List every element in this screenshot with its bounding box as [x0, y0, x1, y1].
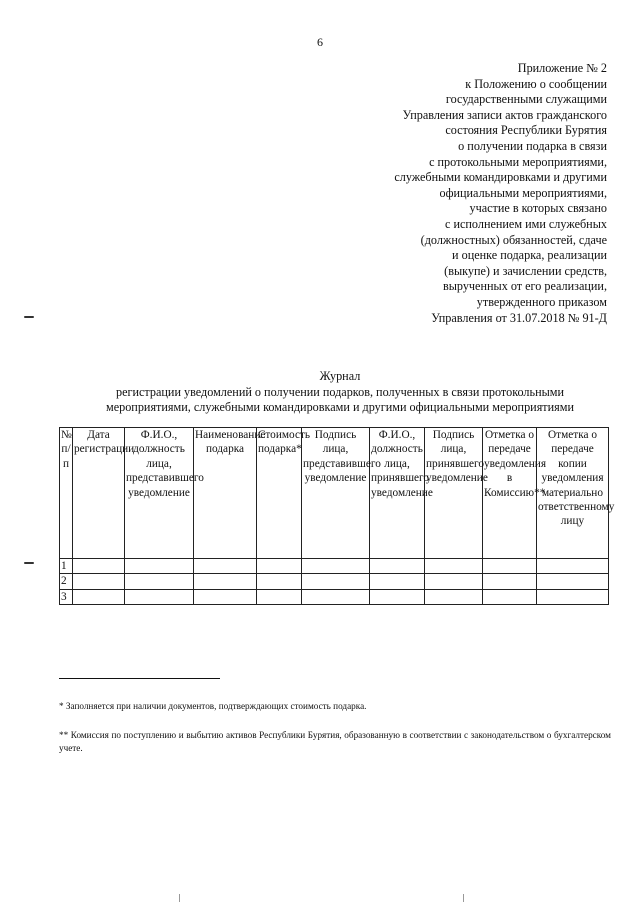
appendix-line: Управления от 31.07.2018 № 91-Д	[431, 310, 607, 325]
col-header-receiver-signature: Подпись лица, принявшего уведомление	[425, 428, 483, 559]
table-cell	[537, 589, 609, 604]
table-cell: 2	[60, 574, 73, 589]
col-header-receiver: Ф.И.О., должность лица, принявшего уведомление	[370, 428, 425, 559]
table-cell	[73, 574, 125, 589]
table-cell	[257, 559, 302, 574]
table-header-row	[60, 428, 609, 559]
appendix-line: утвержденного приказом	[476, 294, 607, 309]
appendix-line: с исполнением ими служебных	[445, 216, 607, 231]
col-header-number: № п/п	[60, 428, 73, 559]
page-number: 6	[317, 35, 323, 49]
table-cell	[483, 559, 537, 574]
appendix-line: служебными командировками и другими	[394, 170, 607, 185]
footnote-separator	[59, 678, 220, 679]
journal-title	[60, 369, 620, 416]
footnote-cost: * Заполняется при наличии документов, подтверждающих стоимость подарка.	[59, 701, 367, 711]
table-cell	[125, 589, 194, 604]
appendix-line: о получении подарка в связи	[458, 138, 607, 153]
table-cell: 1	[60, 559, 73, 574]
scan-mark	[179, 894, 180, 902]
table-cell	[425, 589, 483, 604]
col-header-copy-mark: Отметка о передаче копии уведомления материально ответственному лицу	[537, 428, 609, 559]
col-header-submitter-signature: Подпись лица, представившего уведомление	[302, 428, 370, 559]
appendix-line: состояния Республики Бурятия	[445, 123, 607, 138]
appendix-line: с протокольными мероприятиями,	[429, 154, 607, 169]
table-cell	[194, 574, 257, 589]
table-cell	[302, 574, 370, 589]
table-cell	[257, 589, 302, 604]
table-cell	[483, 574, 537, 589]
appendix-line: и оценке подарка, реализации	[452, 248, 607, 263]
col-header-registration-date: Дата регистрации	[73, 428, 125, 559]
table-cell	[370, 574, 425, 589]
table-cell	[125, 559, 194, 574]
table-cell	[425, 559, 483, 574]
table-cell	[73, 559, 125, 574]
scan-mark	[463, 894, 464, 902]
table-cell	[73, 589, 125, 604]
col-header-submitter: Ф.И.О., должность лица, представившего уведомление	[125, 428, 194, 559]
table-cell	[302, 589, 370, 604]
table-cell	[483, 589, 537, 604]
table-cell	[370, 589, 425, 604]
table-row	[60, 589, 609, 604]
col-header-gift-name: Наименование подарка	[194, 428, 257, 559]
table-row	[60, 559, 609, 574]
appendix-line: участие в которых связано	[469, 201, 607, 216]
table-row	[60, 574, 609, 589]
table-cell	[125, 574, 194, 589]
table-cell	[537, 574, 609, 589]
appendix-line: вырученных от его реализации,	[442, 279, 607, 294]
journal-subtitle-line: регистрации уведомлений о получении подарков, полученных в связи протокольными	[115, 384, 565, 399]
appendix-line: Приложение № 2	[517, 61, 607, 75]
appendix-line: к Положению о сообщении	[465, 76, 607, 91]
scan-mark	[24, 316, 34, 318]
table-cell	[194, 559, 257, 574]
journal-subtitle-line: мероприятиями, служебными командировками и другими официальными мероприятиями	[106, 400, 574, 415]
appendix-line: официальными мероприятиями,	[439, 185, 607, 200]
table-cell	[302, 559, 370, 574]
table-cell	[257, 574, 302, 589]
table-cell	[194, 589, 257, 604]
journal-heading: Журнал	[319, 369, 361, 383]
table-cell	[370, 559, 425, 574]
col-header-gift-cost: Стоимость подарка*	[257, 428, 302, 559]
appendix-header	[307, 61, 607, 326]
appendix-line: Управления записи актов гражданского	[402, 107, 607, 122]
footnote-commission: ** Комиссия по поступлению и выбытию активов Республики Бурятия, образованную в соответствии с законодательством о бухгалтерском учете.	[59, 730, 611, 753]
appendix-line: (должностных) обязанностей, сдаче	[420, 232, 607, 247]
table-cell	[425, 574, 483, 589]
appendix-line: (выкупе) и зачислении средств,	[444, 263, 607, 278]
scan-mark	[24, 562, 34, 564]
col-header-commission-mark: Отметка о передаче уведомления в Комиссию**	[483, 428, 537, 559]
appendix-line: государственными служащими	[445, 92, 607, 107]
table-cell	[537, 559, 609, 574]
table-cell: 3	[60, 589, 73, 604]
journal-table	[59, 427, 615, 605]
